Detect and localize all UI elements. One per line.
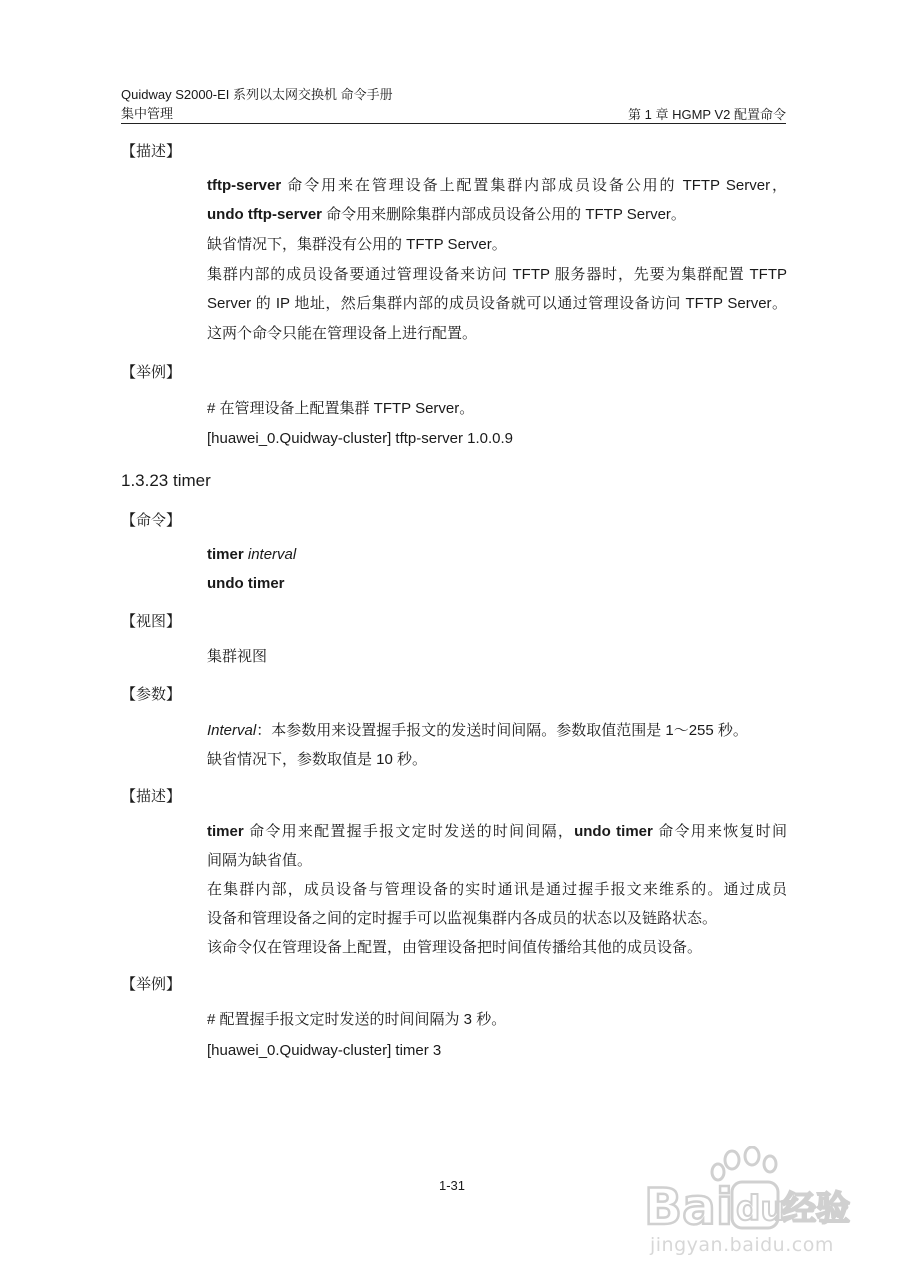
description-line: undo tftp-server 命令用来删除集群内部成员设备公用的 TFTP Server。: [207, 206, 686, 223]
header-chapter-title: 第 1 章 HGMP V2 配置命令: [628, 107, 786, 122]
example-command: [huawei_0.Quidway-cluster] tftp-server 1.0.0.9: [207, 430, 513, 447]
command-syntax: undo timer: [207, 575, 285, 592]
command-keyword: tftp-server: [207, 177, 282, 194]
section-label-command: 【命令】: [121, 512, 182, 529]
description-paragraph: timer 命令用来配置握手报文定时发送的时间间隔，undo timer 命令用来恢复时间 间隔为缺省值。: [207, 823, 788, 869]
example-comment: # 在管理设备上配置集群 TFTP Server。: [207, 400, 475, 417]
svg-text:经验: 经验: [782, 1189, 850, 1229]
watermark-url: jingyan.baidu.com: [650, 1234, 834, 1256]
command-keyword: undo timer: [574, 823, 653, 840]
parameter-paragraph: Interval：本参数用来设置握手报文的发送时间间隔。参数取值范围是 1～255 秒。 缺省情况下，参数取值是 10 秒。: [207, 722, 748, 768]
page-number: 1-31: [438, 1178, 466, 1193]
description-paragraph: 这两个命令只能在管理设备上进行配置。: [207, 325, 478, 342]
description-paragraph: 在集群内部，成员设备与管理设备的实时通讯是通过握手报文来维系的。通过成员 设备和管理设备之间的定时握手可以监视集群内各成员的状态以及链路状态。: [207, 881, 787, 927]
section-label-parameters: 【参数】: [121, 686, 182, 703]
command-keyword: undo tftp-server: [207, 206, 323, 223]
command-syntax: timer interval: [207, 546, 297, 563]
section-label-description: 【描述】: [121, 143, 182, 160]
view-text: 集群视图: [207, 648, 268, 665]
paw-logo-icon: [640, 1146, 855, 1234]
parameter-name: Interval: [207, 722, 257, 739]
section-label-example: 【举例】: [121, 976, 182, 993]
header-manual-title: Quidway S2000-EI 系列以太网交换机 命令手册: [121, 87, 393, 102]
description-paragraph: 该命令仅在管理设备上配置，由管理设备把时间值传播给其他的成员设备。: [207, 939, 703, 956]
description-line: tftp-server 命令用来在管理设备上配置集群内部成员设备公用的 TFTP Server，: [207, 177, 787, 194]
section-label-example: 【举例】: [121, 364, 182, 381]
header-divider: [121, 123, 786, 124]
svg-text:du: du: [736, 1189, 785, 1229]
header-section-name: 集中管理: [121, 106, 174, 121]
command-keyword: timer: [207, 823, 244, 840]
section-heading: 1.3.23 timer: [121, 471, 211, 490]
section-label-description: 【描述】: [121, 788, 182, 805]
description-paragraph: 缺省情况下，集群没有公用的 TFTP Server。: [207, 236, 507, 253]
example-command: [huawei_0.Quidway-cluster] timer 3: [207, 1042, 442, 1059]
section-label-view: 【视图】: [121, 613, 182, 630]
baidu-jingyan-watermark: [640, 1146, 855, 1264]
example-comment: # 配置握手报文定时发送的时间间隔为 3 秒。: [207, 1011, 507, 1028]
description-paragraph: [207, 171, 787, 229]
description-paragraph: 集群内部的成员设备要通过管理设备来访问 TFTP 服务器时，先要为集群配置 TFTP Server 的 IP 地址，然后集群内部的成员设备就可以通过管理设备访问 TFTP Server。: [207, 266, 787, 312]
svg-text:Bai: Bai: [644, 1178, 733, 1234]
